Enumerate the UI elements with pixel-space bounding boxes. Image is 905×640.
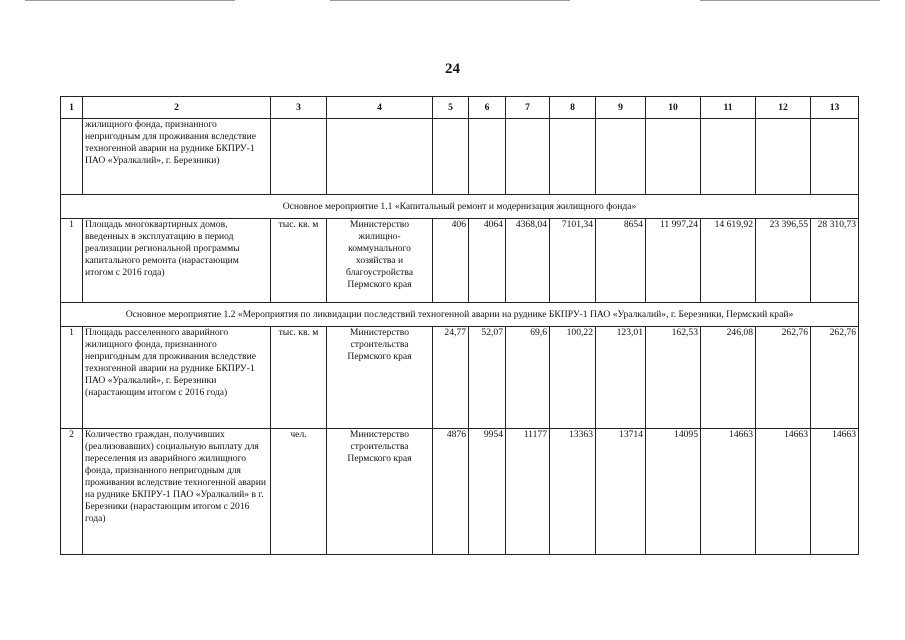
column-header: 7 [506, 97, 550, 119]
value-cell: 14663 [701, 429, 756, 555]
value-cell: 23 396,55 [756, 219, 811, 303]
indicator-name: Площадь многоквартирных домов, введенных в эксплуатацию в период реализации региональной программы капитального ремонта (нарастающим итогом с 2016 года) [83, 219, 271, 303]
value-cell: 14 619,92 [701, 219, 756, 303]
value-cell: 4368,04 [506, 219, 550, 303]
column-header: 8 [550, 97, 596, 119]
value-cell: 28 310,73 [811, 219, 859, 303]
value-cell: 13363 [550, 429, 596, 555]
section-header [61, 195, 859, 219]
column-header: 13 [811, 97, 859, 119]
value-cell: 100,22 [550, 327, 596, 429]
value-cell: 11 997,24 [646, 219, 701, 303]
scan-edge-mark [25, 0, 235, 1]
value-cell: 14663 [756, 429, 811, 555]
unit: тыс. кв. м [271, 219, 327, 303]
value-cell: 11177 [506, 429, 550, 555]
table-row [61, 327, 859, 429]
indicators-table [60, 96, 859, 555]
value-cell: 24,77 [433, 327, 469, 429]
column-header: 6 [469, 97, 506, 119]
column-header: 10 [646, 97, 701, 119]
value-cell: 262,76 [811, 327, 859, 429]
value-cell: 14095 [646, 429, 701, 555]
section-header [61, 303, 859, 327]
scan-edge-mark [330, 0, 570, 1]
continuation-row [61, 119, 859, 195]
responsible-org: Министерство строительства Пермского края [327, 327, 433, 429]
column-header: 1 [61, 97, 83, 119]
indicator-name: Количество граждан, получивших (реализовавших) социальную выплату для переселения из аварийного жилищного фонда, признанного непригодным для проживания вследствие техногенной аварии на руднике БКПРУ-1 ПАО «Уралкалий» в г. Березники (нарастающим итогом с 2016 года) [83, 429, 271, 555]
value-cell: 4876 [433, 429, 469, 555]
scan-edge-mark [700, 0, 880, 1]
table-row [61, 219, 859, 303]
column-header: 12 [756, 97, 811, 119]
column-header: 3 [271, 97, 327, 119]
unit: чел. [271, 429, 327, 555]
header-row [61, 97, 859, 119]
value-cell: 406 [433, 219, 469, 303]
value-cell: 9954 [469, 429, 506, 555]
value-cell: 69,6 [506, 327, 550, 429]
indicator-name: Площадь расселенного аварийного жилищного фонда, признанного непригодным для проживания вследствие техногенной аварии на руднике БКПРУ-1 ПАО «Уралкалий», г. Березники (нарастающим итогом с 2016 года) [83, 327, 271, 429]
value-cell: 13714 [596, 429, 646, 555]
value-cell: 8654 [596, 219, 646, 303]
column-header: 11 [701, 97, 756, 119]
indicator-name: жилищного фонда, признанного непригодным для проживания вследствие техногенной аварии на руднике БКПРУ-1 ПАО «Уралкалий», г. Березники) [83, 119, 271, 195]
column-header: 2 [83, 97, 271, 119]
column-header: 5 [433, 97, 469, 119]
value-cell: 52,07 [469, 327, 506, 429]
value-cell: 7101,34 [550, 219, 596, 303]
value-cell: 14663 [811, 429, 859, 555]
value-cell: 246,08 [701, 327, 756, 429]
responsible-org: Министерство жилищно-коммунального хозяйства и благоустройства Пермского края [327, 219, 433, 303]
table-row [61, 429, 859, 555]
value-cell: 162,53 [646, 327, 701, 429]
value-cell: 4064 [469, 219, 506, 303]
column-header: 4 [327, 97, 433, 119]
value-cell: 123,01 [596, 327, 646, 429]
row-number: 1 [61, 219, 83, 303]
row-number: 2 [61, 429, 83, 555]
value-cell: 262,76 [756, 327, 811, 429]
row-number: 1 [61, 327, 83, 429]
column-header: 9 [596, 97, 646, 119]
section-title: Основное мероприятие 1.1 «Капитальный ремонт и модернизация жилищного фонда» [61, 195, 859, 219]
responsible-org: Министерство строительства Пермского края [327, 429, 433, 555]
page-number: 24 [445, 61, 460, 77]
unit: тыс. кв. м [271, 327, 327, 429]
section-title: Основное мероприятие 1.2 «Мероприятия по ликвидации последствий техногенной аварии на руднике БКПРУ-1 ПАО «Уралкалий», г. Березники, Пермский край» [61, 303, 859, 327]
